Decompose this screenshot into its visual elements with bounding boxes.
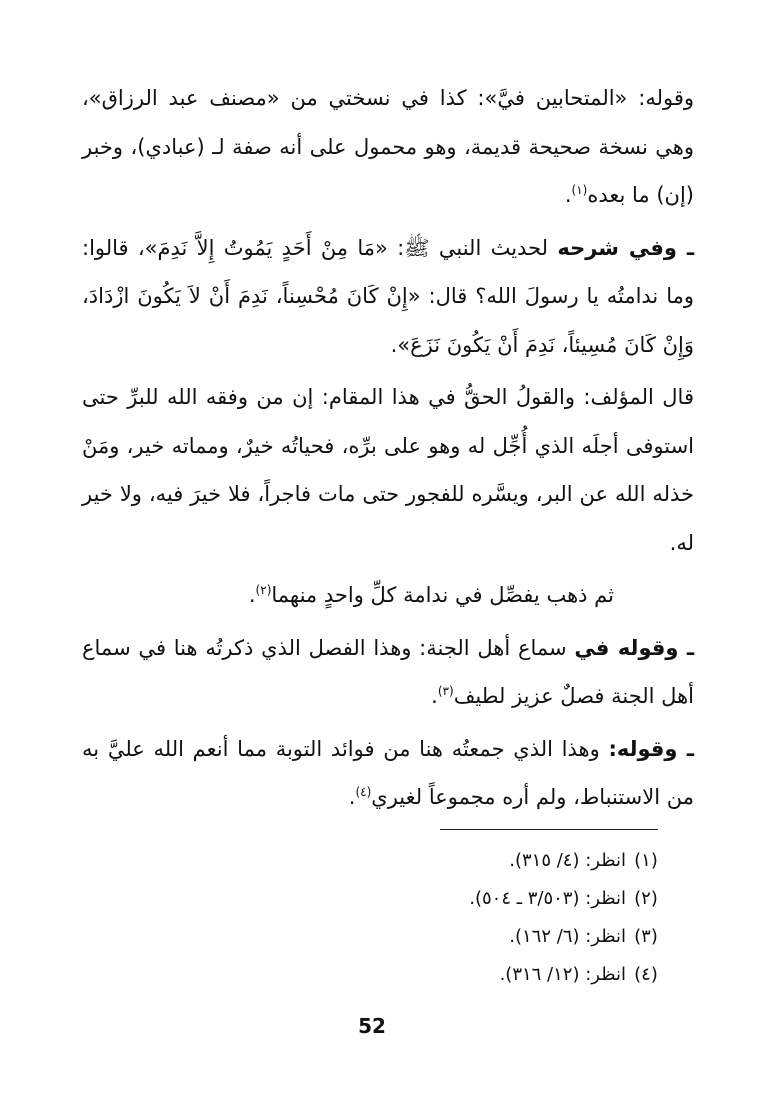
footnote-4 bbox=[82, 956, 666, 994]
footnote-text: انظر: (٣/٥٠٣ ـ ٥٠٤). bbox=[469, 888, 626, 909]
footnote-number: (١) bbox=[634, 850, 658, 871]
paragraph-2 bbox=[82, 224, 694, 370]
paragraph-lead: ـ وفي شرحه bbox=[557, 235, 695, 260]
paragraph-4 bbox=[82, 571, 694, 620]
paragraph-tail: . bbox=[431, 684, 438, 708]
paragraph-tail: . bbox=[348, 785, 356, 809]
footnote-2 bbox=[82, 880, 666, 918]
paragraph-text: قال المؤلف: والقولُ الحقُّ في هذا المقام: إن من وفقه الله للبرِّ حتى استوفى أجلَه الذي أُجِّل له وهو على برِّه، فحياتُه خيرٌ، ومماته خير، ومَنْ خذله الله عن البر، ويسَّره للفجور حتى مات فاجراً، فلا خيرَ فيه، ولا خير له. bbox=[82, 385, 694, 555]
footnote-divider bbox=[440, 829, 658, 830]
paragraph-5 bbox=[82, 624, 694, 721]
paragraph-3 bbox=[82, 373, 694, 567]
footnote-number: (٤) bbox=[634, 964, 658, 985]
footnote-ref-3[interactable]: (٣) bbox=[437, 684, 454, 698]
footnote-ref-4[interactable]: (٤) bbox=[355, 785, 372, 799]
footnote-ref-1[interactable]: (١) bbox=[571, 183, 588, 197]
paragraph-text: لحديث النبي ﷺ: «مَا مِنْ أَحَدٍ يَمُوتُ إِلاَّ نَدِمَ»، قالوا: وما ندامتُه يا رسولَ الله؟ قال: «إِنْ كَانَ مُحْسِناً، نَدِمَ أَنْ لاَ يَكُونَ ازْدَادَ، وَإِنْ كَانَ مُسِيئاً، نَدِمَ أَنْ يَكُونَ نَزَعَ». bbox=[82, 235, 694, 357]
footnotes bbox=[82, 842, 666, 994]
footnote-text: انظر: (٤/ ٣١٥). bbox=[509, 850, 626, 871]
paragraph-lead: ـ وقوله في bbox=[574, 635, 694, 660]
footnote-number: (٢) bbox=[634, 888, 658, 909]
footnote-ref-2[interactable]: (٢) bbox=[255, 583, 272, 597]
paragraph-tail: . bbox=[248, 583, 256, 607]
main-text bbox=[82, 74, 694, 826]
footnote-1 bbox=[82, 842, 666, 880]
footnote-text: انظر: (٦/ ١٦٢). bbox=[509, 926, 626, 947]
paragraph-lead: ـ وقوله: bbox=[608, 736, 695, 761]
footnote-text: انظر: (١٢/ ٣١٦). bbox=[499, 964, 626, 985]
paragraph-text: وقوله: «المتحابين فيَّ»: كذا في نسختي من «مصنف عبد الرزاق»، وهي نسخة صحيحة قديمة، وهو محمول على أنه صفة لـ (عبادي)، وخبر (إن) ما بعده bbox=[82, 86, 694, 207]
page-number: 52 bbox=[358, 1014, 386, 1038]
paragraph-text: سماع أهل الجنة: وهذا الفصل الذي ذكرتُه هنا في سماع أهل الجنة فصلٌ عزيز لطيف bbox=[82, 635, 694, 708]
footnote-number: (٣) bbox=[634, 926, 658, 947]
paragraph-6 bbox=[82, 725, 694, 822]
paragraph-text: وهذا الذي جمعتُه هنا من فوائد التوبة مما أنعم الله عليَّ به من الاستنباط، ولم أره مجموعاً لغيري bbox=[82, 736, 694, 809]
paragraph-tail: . bbox=[564, 183, 572, 207]
paragraph-text: ثم ذهب يفصِّل في ندامة كلِّ واحدٍ منهما bbox=[271, 583, 614, 607]
paragraph-1 bbox=[82, 74, 694, 220]
footnote-3 bbox=[82, 918, 666, 956]
